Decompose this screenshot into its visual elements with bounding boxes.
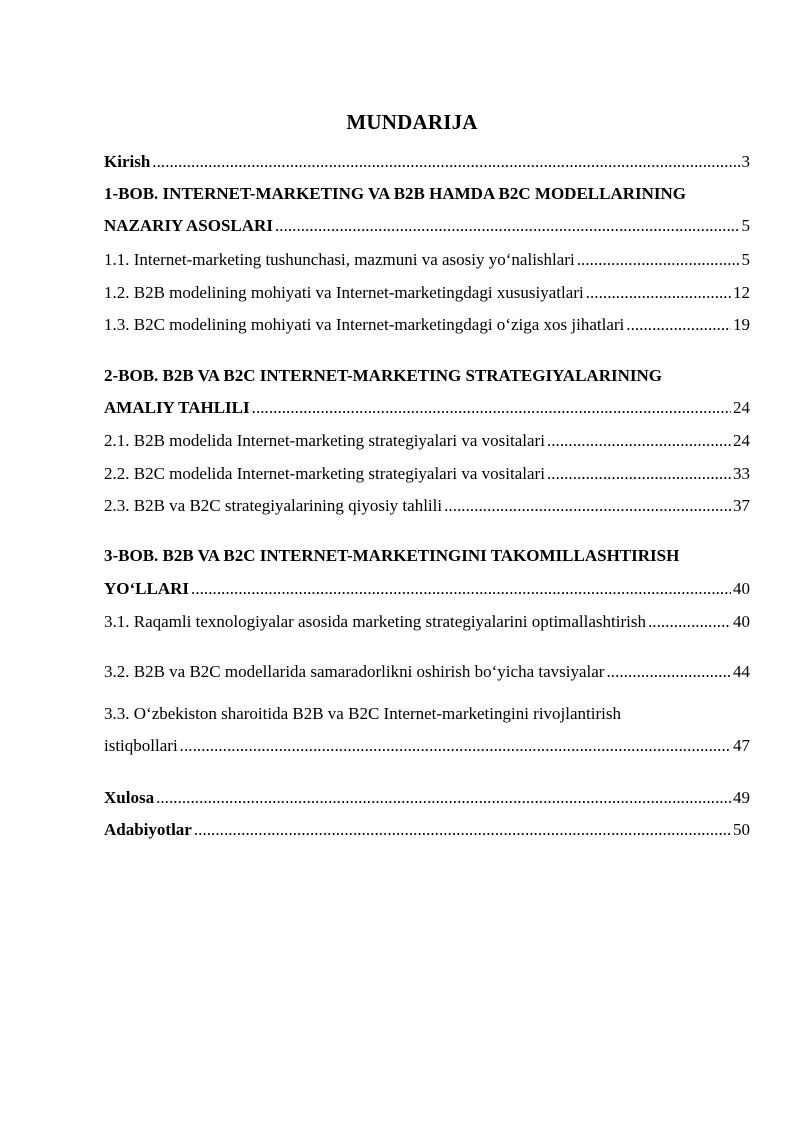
dot-leader (152, 152, 739, 172)
toc-page-number: 49 (733, 788, 750, 807)
toc-section-3-1 (104, 612, 750, 632)
toc-chapter-3-cont (104, 579, 750, 599)
toc-page-number: 40 (733, 579, 750, 598)
chapter-heading-line1: 2-BOB. B2B VA B2C INTERNET-MARKETING STRATEGIYALARINING (104, 366, 662, 385)
toc-entry-label: 2.1. B2B modelida Internet-marketing strategiyalari va vositalari (104, 431, 545, 450)
toc-entry-label: 3.1. Raqamli texnologiyalar asosida marketing strategiyalarini optimallashtirish (104, 612, 646, 631)
toc-chapter-1-cont (104, 216, 750, 236)
toc-entry-label: Adabiyotlar (104, 820, 192, 839)
toc-chapter-3 (104, 546, 750, 566)
dot-leader (180, 736, 731, 756)
toc-entry-label: 1.1. Internet-marketing tushunchasi, mazmuni va asosiy yo‘nalishlari (104, 250, 575, 269)
dot-leader (156, 788, 731, 808)
toc-page-number: 33 (733, 464, 750, 483)
toc-entry-adabiyotlar (104, 820, 750, 840)
toc-page-number: 5 (741, 250, 750, 269)
toc-entry-label: 2.2. B2C modelida Internet-marketing strategiyalari va vositalari (104, 464, 545, 483)
toc-page-number: 50 (733, 820, 750, 839)
dot-leader (194, 820, 731, 840)
dot-leader (547, 464, 731, 484)
dot-leader (275, 216, 740, 236)
toc-chapter-2-cont (104, 398, 750, 418)
toc-entry-xulosa (104, 788, 750, 808)
toc-section-3-2 (104, 662, 750, 682)
dot-leader (586, 283, 731, 303)
toc-entry-label: 2.3. B2B va B2C strategiyalarining qiyosiy tahlili (104, 496, 443, 515)
chapter-heading-line2: YO‘LLARI (104, 579, 190, 598)
toc-page-number: 37 (733, 496, 750, 515)
chapter-heading-line2: AMALIY TAHLILI (104, 398, 250, 417)
toc-page-number: 12 (733, 283, 750, 302)
toc-section-1-3 (104, 315, 750, 335)
toc-page-number: 40 (733, 612, 750, 631)
toc-section-2-1 (104, 431, 750, 451)
dot-leader (191, 579, 731, 599)
toc-page-number: 47 (733, 736, 750, 755)
toc-section-3-3 (104, 704, 750, 724)
toc-page-number: 19 (733, 315, 750, 334)
toc-page-number: 24 (733, 398, 750, 417)
toc-section-2-3 (104, 496, 750, 516)
toc-section-1-1 (104, 250, 750, 270)
dot-leader (444, 496, 731, 516)
toc-chapter-1 (104, 184, 750, 204)
chapter-heading-line2: NAZARIY ASOSLARI (104, 216, 273, 235)
toc-entry-label: 1.3. B2C modelining mohiyati va Internet-marketingdagi o‘ziga xos jihatlari (104, 315, 625, 334)
toc-entry-label: Kirish (104, 152, 151, 171)
toc-entry-label-line2: istiqbollari (104, 736, 178, 755)
toc-entry-label: 1.2. B2B modelining mohiyati va Internet-marketingdagi xususiyatlari (104, 283, 584, 302)
toc-chapter-2 (104, 366, 750, 386)
dot-leader (648, 612, 731, 632)
toc-page-number: 24 (733, 431, 750, 450)
page-title: MUNDARIJA (346, 110, 478, 134)
toc-section-3-3-cont (104, 736, 750, 756)
toc-section-2-2 (104, 464, 750, 484)
dot-leader (606, 662, 731, 682)
chapter-heading-line1: 3-BOB. B2B VA B2C INTERNET-MARKETINGINI TAKOMILLASHTIRISH (104, 546, 680, 565)
dot-leader (626, 315, 731, 335)
toc-page-number: 3 (741, 152, 750, 171)
toc-page-number: 5 (741, 216, 750, 235)
toc-entry-kirish (104, 152, 750, 172)
toc-entry-label: 3.2. B2B va B2C modellarida samaradorlikni oshirish bo‘yicha tavsiyalar (104, 662, 605, 681)
toc-entry-label-line1: 3.3. O‘zbekiston sharoitida B2B va B2C Internet-marketingini rivojlantirish (104, 704, 621, 723)
chapter-heading-line1: 1-BOB. INTERNET-MARKETING VA B2B HAMDA B2C MODELLARINING (104, 184, 687, 203)
dot-leader (252, 398, 731, 418)
dot-leader (547, 431, 731, 451)
toc-section-1-2 (104, 283, 750, 303)
toc-page-number: 44 (733, 662, 750, 681)
toc-entry-label: Xulosa (104, 788, 155, 807)
dot-leader (577, 250, 740, 270)
